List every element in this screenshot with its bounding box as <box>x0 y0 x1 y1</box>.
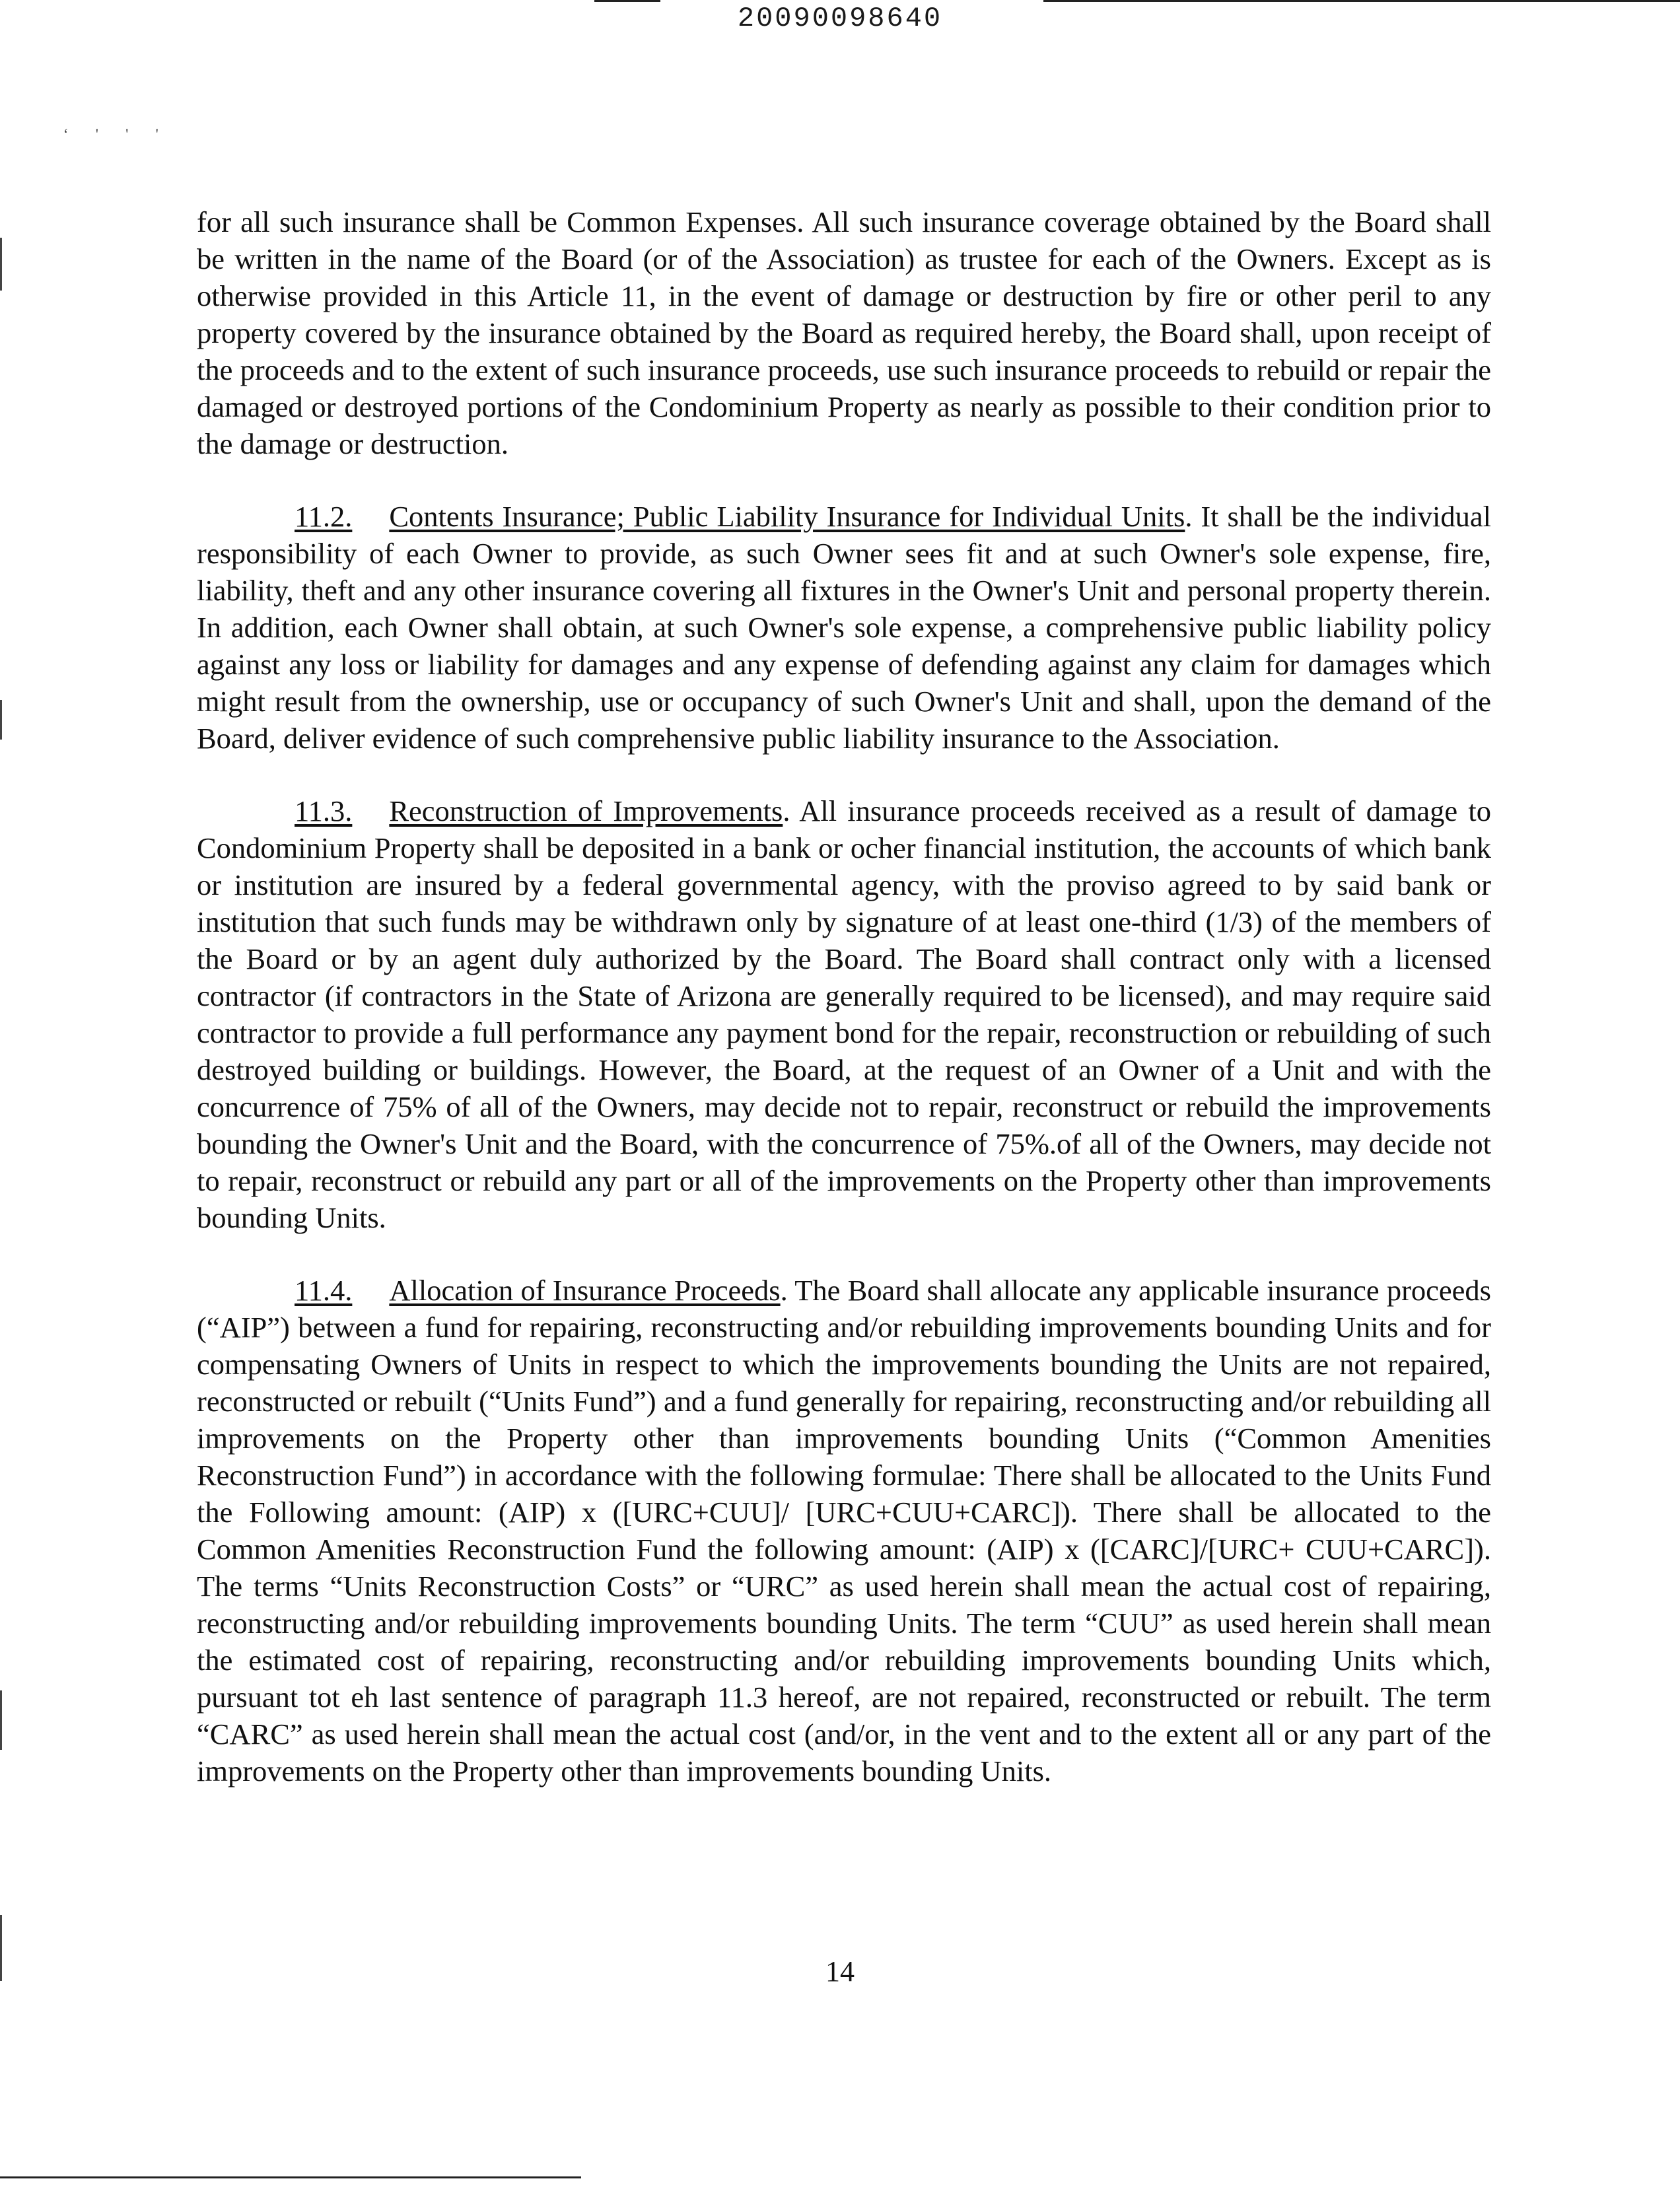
paragraph-text: . The Board shall allocate any applicable insurance proceeds (“AIP”) between a fund for repairing, reconstructing and/or rebuilding improvements bounding Units and for compensating Owners of Units in respect to which the improvements bounding the Units are not repaired, reconstructed or rebuilt (“Units Fund”) and a fund generally for repairing, reconstructing and/or rebuilding all improvements on the Property other than improvements bounding Units (“Common Amenities Reconstruction Fund”) in accordance with the following formulae: There shall be allocated to the Units Fund the Following amount: (AIP) x ([URC+CUU]/ [URC+CUU+CARC]). There shall be allocated to the Common Amenities Reconstruction Fund the following amount: (AIP) x ([CARC]/[URC+ CUU+CARC]). The terms “Units Reconstruction Costs” or “URC” as used herein shall mean the actual cost of repairing, reconstructing and/or rebuilding improvements bounding Units. The term “CUU” as used herein shall mean the estimated cost of repairing, reconstructing and/or rebuilding improvements bounding Units which, pursuant tot eh last sentence of paragraph 11.3 hereof, are not repaired, reconstructed or rebuilt. The term “CARC” as used herein shall mean the actual cost (and/or, in the vent and to the extent all or any part of the improvements on the Property other than improvements bounding Units. <box>197 1274 1492 1788</box>
left-edge-mark <box>0 238 2 291</box>
bottom-rule <box>0 2176 581 2178</box>
paragraph-text: . All insurance proceeds received as a result of damage to Condominium Property shall be deposited in a bank or ocher financial institution, the accounts of which bank or institution are insured by a federal governmental agency, with the proviso agreed to by said bank or institution that such funds may be withdrawn only by signature of at least one-third (1/3) of the members of the Board or by an agent duly authorized by the Board. The Board shall contract only with a licensed contractor (if contractors in the State of Arizona are generally required to be licensed), and may require said contractor to provide a full performance any payment bond for the repair, reconstruction or rebuilding of such destroyed building or buildings. However, the Board, at the request of an Owner of a Unit and with the concurrence of 75% of all of the Owners, may decide not to repair, reconstruct or rebuild the improvements bounding the Owner's Unit and the Board, with the concurrence of 75%.of all of the Owners, may decide not to repair, reconstruct or rebuild any part or all of the improvements on the Property other than improvements bounding Units. <box>197 794 1491 1234</box>
top-rule-left <box>594 0 660 2</box>
scan-marks: ‘ ' ' ' <box>63 125 170 142</box>
paragraph-text: for all such insurance shall be Common Expenses. All such insurance coverage obtained by the Board shall be written in the name of the Board (or of the Association) as trustee for each of the Owners. Except as is otherwise provided in this Article 11, in the event of damage or destruction by fire or other peril to any property covered by the insurance obtained by the Board as required hereby, the Board shall, upon receipt of the proceeds and to the extent of such insurance proceeds, use such insurance proceeds to rebuild or repair the damaged or destroyed portions of the Condominium Property as nearly as possible to their condition prior to the damage or destruction. <box>197 205 1491 460</box>
section-11-4 <box>197 1272 1491 1789</box>
section-heading: Contents Insurance; Public Liability Insurance for Individual Units <box>389 500 1185 533</box>
section-heading: Reconstruction of Improvements <box>389 794 783 827</box>
section-heading: Allocation of Insurance Proceeds <box>389 1274 781 1307</box>
left-edge-mark <box>0 700 2 740</box>
top-rule-right <box>1043 0 1680 2</box>
section-11-2 <box>197 498 1491 757</box>
section-number: 11.2. <box>295 500 353 533</box>
section-number: 11.4. <box>295 1274 353 1307</box>
paragraph-text: . It shall be the individual responsibility of each Owner to provide, as such Owner sees fit and at such Owner's sole expense, fire, liability, theft and any other insurance covering all fixtures in the Owner's Unit and personal property therein. In addition, each Owner shall obtain, at such Owner's sole expense, a comprehensive public liability policy against any loss or liability for damages and any expense of defending against any claim for damages which might result from the ownership, use or occupancy of such Owner's Unit and shall, upon the demand of the Board, deliver evidence of such comprehensive public liability insurance to the Association. <box>197 500 1491 755</box>
left-edge-mark <box>0 1690 2 1750</box>
section-number: 11.3. <box>295 794 353 827</box>
section-11-3 <box>197 792 1491 1236</box>
document-number: 20090098640 <box>737 3 943 34</box>
document-body <box>197 203 1491 1825</box>
page-number: 14 <box>825 1955 855 1988</box>
paragraph-continuation <box>197 203 1491 462</box>
